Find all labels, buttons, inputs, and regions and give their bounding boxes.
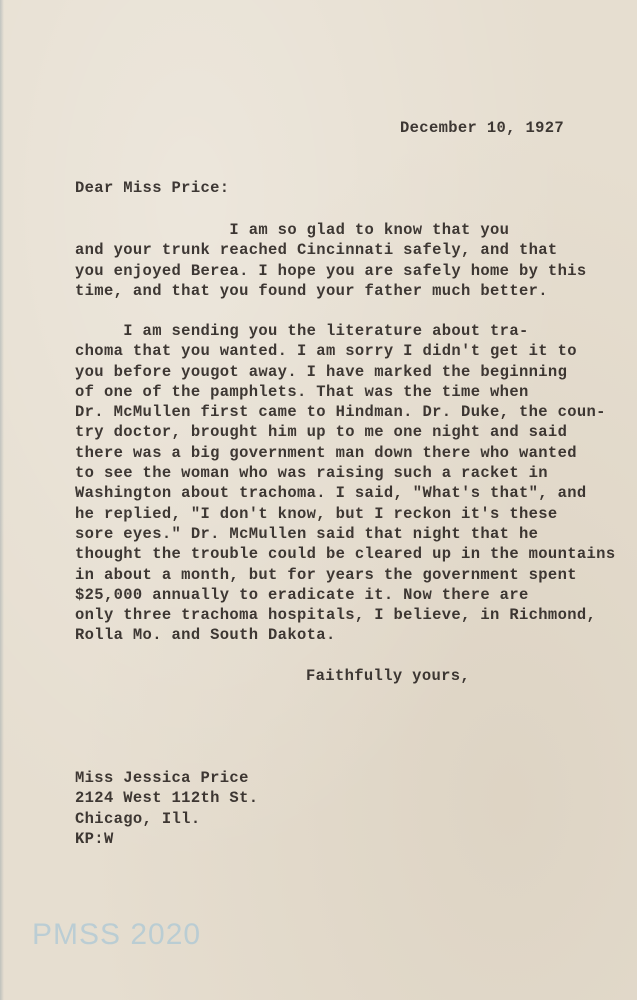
paragraph-2-line: try doctor, brought him up to me one night and said [75, 423, 568, 442]
letter-closing: Faithfully yours, [306, 667, 471, 685]
letter-date: December 10, 1927 [400, 119, 565, 137]
address-line: Miss Jessica Price [75, 769, 249, 787]
paragraph-2-line: $25,000 annually to eradicate it. Now there are [75, 585, 529, 604]
page-edge-shadow [0, 0, 4, 1000]
paragraph-2-line: he replied, "I don't know, but I reckon it's these [75, 504, 558, 523]
paragraph-2-line: thought the trouble could be cleared up in the mountains [75, 545, 616, 564]
paragraph-2-line: only three trachoma hospitals, I believe, in Richmond, [75, 606, 597, 625]
paragraph-1-line: I am so glad to know that you [75, 221, 510, 239]
address-line: 2124 West 112th St. [75, 789, 259, 808]
paragraph-2-line: to see the woman who was raising such a racket in [75, 464, 548, 483]
paragraph-2-line: choma that you wanted. I am sorry I didn't get it to [75, 342, 577, 361]
paragraph-2-line: Dr. McMullen first came to Hindman. Dr. Duke, the coun- [75, 403, 606, 422]
archive-watermark: PMSS 2020 [32, 918, 202, 951]
address-line: Chicago, Ill. [75, 809, 201, 828]
paragraph-2-line: in about a month, but for years the government spent [75, 565, 577, 584]
paragraph-2-line: you before yougot away. I have marked the beginning [75, 362, 568, 381]
recipient-address [75, 768, 258, 849]
letter-salutation: Dear Miss Price: [75, 179, 230, 197]
paragraph-2-line: there was a big government man down there who wanted [75, 443, 577, 462]
paragraph-1 [75, 220, 587, 301]
paragraph-2-line: Rolla Mo. and South Dakota. [75, 626, 336, 645]
paragraph-2-line: Washington about trachoma. I said, "What's that", and [75, 484, 587, 503]
typist-initials: KP:W [75, 829, 114, 848]
paragraph-1-line: time, and that you found your father much better. [75, 281, 548, 300]
paragraph-1-line: and your trunk reached Cincinnati safely, and that [75, 241, 558, 260]
paragraph-2-line: sore eyes." Dr. McMullen said that night that he [75, 524, 539, 543]
paragraph-1-line: you enjoyed Berea. I hope you are safely home by this [75, 261, 587, 280]
paragraph-2-line: I am sending you the literature about tra- [75, 322, 529, 340]
paragraph-2 [75, 321, 615, 646]
paragraph-2-line: of one of the pamphlets. That was the time when [75, 382, 529, 401]
